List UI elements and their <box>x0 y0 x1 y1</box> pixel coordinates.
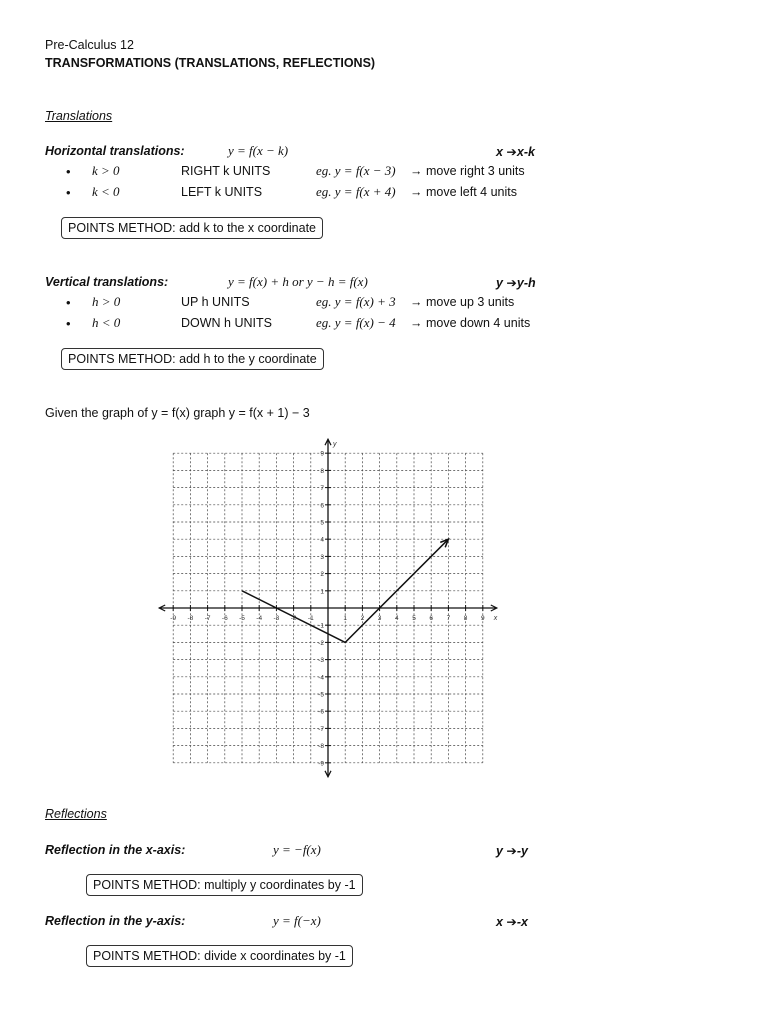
translations-heading: Translations <box>45 109 113 123</box>
horizontal-equation: y = f(x − k) <box>228 143 289 158</box>
page-title: TRANSFORMATIONS (TRANSLATIONS, REFLECTIONS) <box>45 56 376 70</box>
y-tick-label: -4 <box>318 674 324 682</box>
y-tick-label: -2 <box>318 639 324 647</box>
y-tick-label: -1 <box>318 622 324 630</box>
y-tick-label: 9 <box>320 450 324 458</box>
x-axis-label: x <box>493 615 498 622</box>
reflection-y-rule: x ➔-x <box>496 915 529 929</box>
reflection-x-label: Reflection in the x-axis: <box>45 843 186 857</box>
bullet-icon: • <box>66 316 71 331</box>
y-tick-label: -3 <box>318 657 324 665</box>
bullet-icon: • <box>66 164 71 179</box>
y-tick-label: 5 <box>320 519 324 527</box>
vertical-points-method: POINTS METHOD: add h to the y coordinate <box>61 348 324 370</box>
vertical-eg-1: eg. y = f(x) + 3 <box>316 294 396 309</box>
course-name: Pre-Calculus 12 <box>45 38 134 52</box>
horizontal-effect-1: → move right 3 units <box>410 164 525 178</box>
reflection-y-points-method: POINTS METHOD: divide x coordinates by -1 <box>86 945 353 967</box>
reflection-y-equation: y = f(−x) <box>273 913 321 928</box>
reflection-x-points-method: POINTS METHOD: multiply y coordinates by -1 <box>86 874 363 896</box>
y-tick-label: 6 <box>320 502 324 510</box>
bullet-icon: • <box>66 185 71 200</box>
horizontal-cond-2: k < 0 <box>92 184 120 199</box>
y-tick-label: -8 <box>318 743 324 751</box>
x-tick-label: 8 <box>463 615 468 622</box>
horizontal-points-method: POINTS METHOD: add k to the x coordinate <box>61 217 323 239</box>
y-tick-label: 3 <box>320 553 324 561</box>
x-tick-label: -7 <box>204 615 211 622</box>
x-tick-label: 2 <box>360 615 365 622</box>
y-tick-label: 2 <box>320 571 324 579</box>
vertical-eg-2: eg. y = f(x) − 4 <box>316 315 396 330</box>
horizontal-label: Horizontal translations: <box>45 144 185 158</box>
horizontal-eg-1: eg. y = f(x − 3) <box>316 163 396 178</box>
x-tick-label: -6 <box>221 615 228 622</box>
y-tick-label: -5 <box>318 691 324 699</box>
reflection-x-equation: y = −f(x) <box>273 842 321 857</box>
x-tick-label: -2 <box>290 615 297 622</box>
x-tick-label: 6 <box>429 615 434 622</box>
x-tick-label: -9 <box>170 615 177 622</box>
vertical-effect-1: → move up 3 units <box>410 295 515 309</box>
x-tick-label: 9 <box>480 615 485 622</box>
vertical-rule: y ➔y-h <box>496 276 536 290</box>
x-tick-label: 7 <box>446 615 451 622</box>
vertical-desc-1: UP h UNITS <box>181 295 250 309</box>
given-prompt: Given the graph of y = f(x) graph y = f(x + 1) − 3 <box>45 406 310 420</box>
horizontal-eg-2: eg. y = f(x + 4) <box>316 184 396 199</box>
horizontal-desc-2: LEFT k UNITS <box>181 185 263 199</box>
x-tick-label: -5 <box>239 615 245 622</box>
y-tick-label: 8 <box>320 467 324 475</box>
x-tick-label: 1 <box>343 615 348 622</box>
horizontal-cond-1: k > 0 <box>92 163 120 178</box>
reflection-y-label: Reflection in the y-axis: <box>45 914 186 928</box>
x-tick-label: 4 <box>394 615 399 622</box>
x-tick-label: -3 <box>273 615 280 622</box>
vertical-effect-2: → move down 4 units <box>410 316 531 330</box>
x-tick-label: -4 <box>256 615 263 622</box>
reflections-heading: Reflections <box>45 807 107 821</box>
vertical-desc-2: DOWN h UNITS <box>181 316 272 330</box>
horizontal-rule: x ➔x-k <box>496 145 535 159</box>
y-axis-label: y <box>333 441 337 449</box>
x-tick-label: 3 <box>377 615 382 622</box>
y-tick-label: 1 <box>320 588 324 596</box>
reflection-x-rule: y ➔-y <box>496 844 529 858</box>
x-tick-label: 5 <box>412 615 416 622</box>
x-tick-label: -8 <box>187 615 194 622</box>
y-tick-label: 4 <box>320 536 324 544</box>
y-tick-label: -7 <box>318 725 324 733</box>
y-tick-label: -6 <box>318 708 324 716</box>
x-tick-label: -1 <box>307 615 314 622</box>
y-tick-label: -9 <box>318 760 324 768</box>
horizontal-effect-2: → move left 4 units <box>410 185 517 199</box>
vertical-cond-2: h < 0 <box>92 315 121 330</box>
vertical-equation: y = f(x) + h or y − h = f(x) <box>228 274 368 289</box>
coordinate-graph <box>150 433 510 790</box>
bullet-icon: • <box>66 295 71 310</box>
y-tick-label: 7 <box>320 485 324 493</box>
horizontal-desc-1: RIGHT k UNITS <box>181 164 271 178</box>
vertical-label: Vertical translations: <box>45 275 169 289</box>
vertical-cond-1: h > 0 <box>92 294 121 309</box>
